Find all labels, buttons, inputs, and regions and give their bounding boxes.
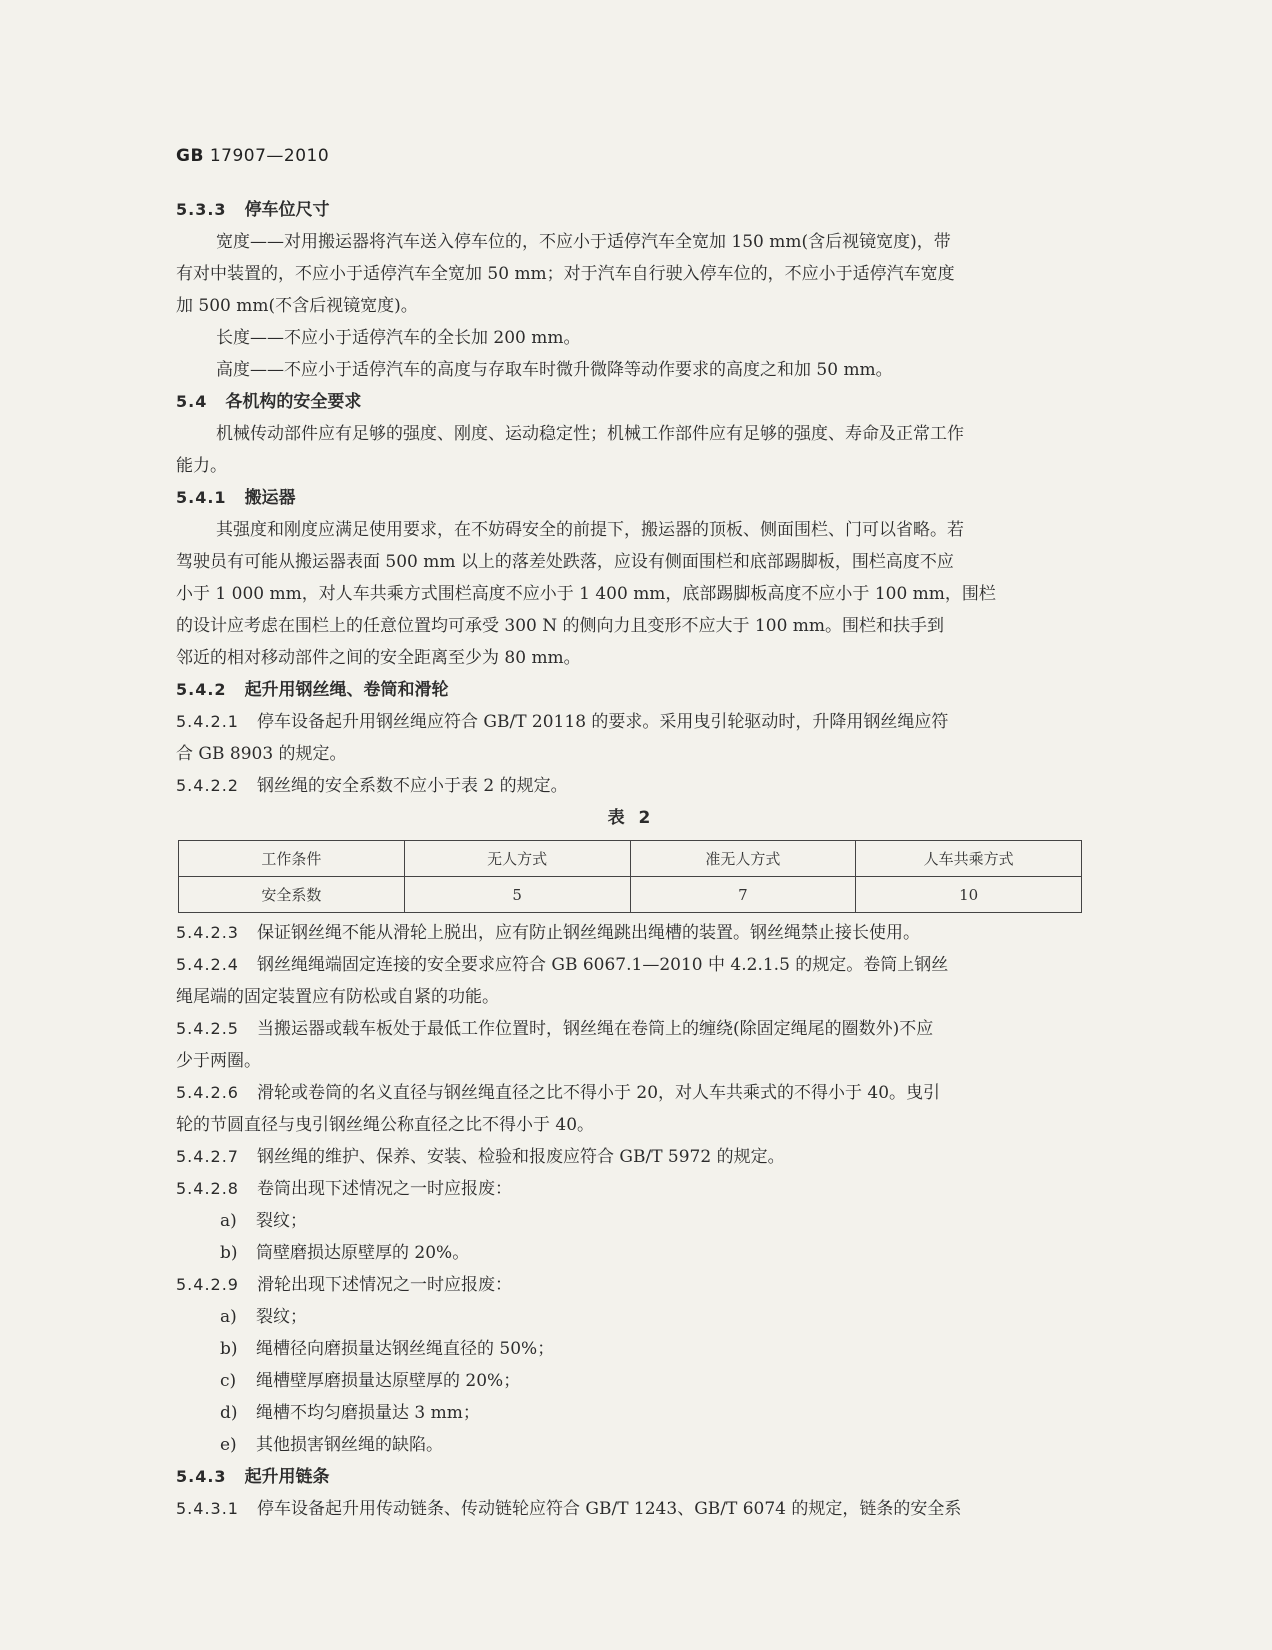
paragraph-line: 加 500 mm(不含后视镜宽度)。 bbox=[176, 296, 418, 316]
section-heading: 5.4.2 起升用钢丝绳、卷筒和滑轮 bbox=[176, 680, 449, 700]
list-item: c) 绳槽壁厚磨损量达原壁厚的 20%； bbox=[220, 1371, 521, 1391]
paragraph-line: 驾驶员有可能从搬运器表面 500 mm 以上的落差处跌落，应设有侧面围栏和底部踢脚板，围栏高度不应 bbox=[176, 552, 954, 572]
paragraph-line: 机械传动部件应有足够的强度、刚度、运动稳定性；机械工作部件应有足够的强度、寿命及正常工作 bbox=[216, 424, 964, 444]
document-body bbox=[176, 194, 1086, 1525]
table-header-cell: 工作条件 bbox=[179, 841, 405, 877]
table-header-row bbox=[179, 841, 1082, 877]
table-cell: 5 bbox=[404, 877, 630, 913]
list-item: a) 裂纹； bbox=[220, 1307, 307, 1327]
clause: 5.4.3.1 停车设备起升用传动链条、传动链轮应符合 GB/T 1243、GB/T 6074 的规定，链条的安全系 bbox=[176, 1499, 962, 1519]
header-code: 17907—2010 bbox=[209, 146, 330, 166]
section-heading: 5.4.3 起升用链条 bbox=[176, 1467, 330, 1487]
paragraph-line: 其强度和刚度应满足使用要求，在不妨碍安全的前提下，搬运器的顶板、侧面围栏、门可以省略。若 bbox=[216, 520, 964, 540]
clause: 5.4.2.5 当搬运器或载车板处于最低工作位置时，钢丝绳在卷筒上的缠绕(除固定绳尾的圈数外)不应 bbox=[176, 1019, 934, 1039]
table-cell: 安全系数 bbox=[179, 877, 405, 913]
paragraph-line: 绳尾端的固定装置应有防松或自紧的功能。 bbox=[176, 987, 499, 1007]
table-caption: 表 2 bbox=[607, 808, 655, 828]
clause: 5.4.2.6 滑轮或卷筒的名义直径与钢丝绳直径之比不得小于 20，对人车共乘式的不得小于 40。曳引 bbox=[176, 1083, 941, 1103]
clause: 5.4.2.8 卷筒出现下述情况之一时应报废： bbox=[176, 1179, 512, 1199]
clause: 5.4.2.9 滑轮出现下述情况之一时应报废： bbox=[176, 1275, 512, 1295]
standard-header bbox=[176, 146, 329, 166]
clause: 5.4.2.1 停车设备起升用钢丝绳应符合 GB/T 20118 的要求。采用曳引轮驱动时，升降用钢丝绳应符 bbox=[176, 712, 949, 732]
clause: 5.4.2.4 钢丝绳绳端固定连接的安全要求应符合 GB 6067.1—2010 中 4.2.1.5 的规定。卷筒上钢丝 bbox=[176, 955, 949, 975]
paragraph-line: 宽度——对用搬运器将汽车送入停车位的，不应小于适停汽车全宽加 150 mm(含后视镜宽度)，带 bbox=[216, 232, 951, 252]
list-item: b) 绳槽径向磨损量达钢丝绳直径的 50%； bbox=[220, 1339, 555, 1359]
table-cell: 7 bbox=[630, 877, 856, 913]
section-heading: 5.3.3 停车位尺寸 bbox=[176, 200, 330, 220]
paragraph-line: 能力。 bbox=[176, 456, 227, 476]
paragraph-line: 有对中装置的，不应小于适停汽车全宽加 50 mm；对于汽车自行驶入停车位的，不应小于适停汽车宽度 bbox=[176, 264, 955, 284]
paragraph-line: 的设计应考虑在围栏上的任意位置均可承受 300 N 的侧向力且变形不应大于 100 mm。围栏和扶手到 bbox=[176, 616, 945, 636]
clause: 5.4.2.7 钢丝绳的维护、保养、安装、检验和报废应符合 GB/T 5972 的规定。 bbox=[176, 1147, 785, 1167]
list-item: b) 筒壁磨损达原壁厚的 20%。 bbox=[220, 1243, 470, 1263]
paragraph-line: 轮的节圆直径与曳引钢丝绳公称直径之比不得小于 40。 bbox=[176, 1115, 595, 1135]
paragraph-line: 高度——不应小于适停汽车的高度与存取车时微升微降等动作要求的高度之和加 50 mm。 bbox=[216, 360, 893, 380]
paragraph-line: 少于两圈。 bbox=[176, 1051, 261, 1071]
list-item: d) 绳槽不均匀磨损量达 3 mm； bbox=[220, 1403, 480, 1423]
table-header-cell: 无人方式 bbox=[404, 841, 630, 877]
clause: 5.4.2.3 保证钢丝绳不能从滑轮上脱出，应有防止钢丝绳跳出绳槽的装置。钢丝绳禁止接长使用。 bbox=[176, 923, 920, 943]
paragraph-line: 长度——不应小于适停汽车的全长加 200 mm。 bbox=[216, 328, 581, 348]
list-item: e) 其他损害钢丝绳的缺陷。 bbox=[220, 1435, 443, 1455]
table-row bbox=[179, 877, 1082, 913]
table-header-cell: 准无人方式 bbox=[630, 841, 856, 877]
table-header-cell: 人车共乘方式 bbox=[856, 841, 1082, 877]
paragraph-line: 合 GB 8903 的规定。 bbox=[176, 744, 347, 764]
list-item: a) 裂纹； bbox=[220, 1211, 307, 1231]
paragraph-line: 邻近的相对移动部件之间的安全距离至少为 80 mm。 bbox=[176, 648, 581, 668]
safety-factor-table bbox=[178, 840, 1082, 913]
section-heading: 5.4.1 搬运器 bbox=[176, 488, 296, 508]
header-prefix: GB bbox=[176, 146, 204, 166]
section-heading: 5.4 各机构的安全要求 bbox=[176, 392, 362, 412]
table-cell: 10 bbox=[856, 877, 1082, 913]
clause: 5.4.2.2 钢丝绳的安全系数不应小于表 2 的规定。 bbox=[176, 776, 568, 796]
paragraph-line: 小于 1 000 mm，对人车共乘方式围栏高度不应小于 1 400 mm，底部踢脚板高度不应小于 100 mm，围栏 bbox=[176, 584, 996, 604]
